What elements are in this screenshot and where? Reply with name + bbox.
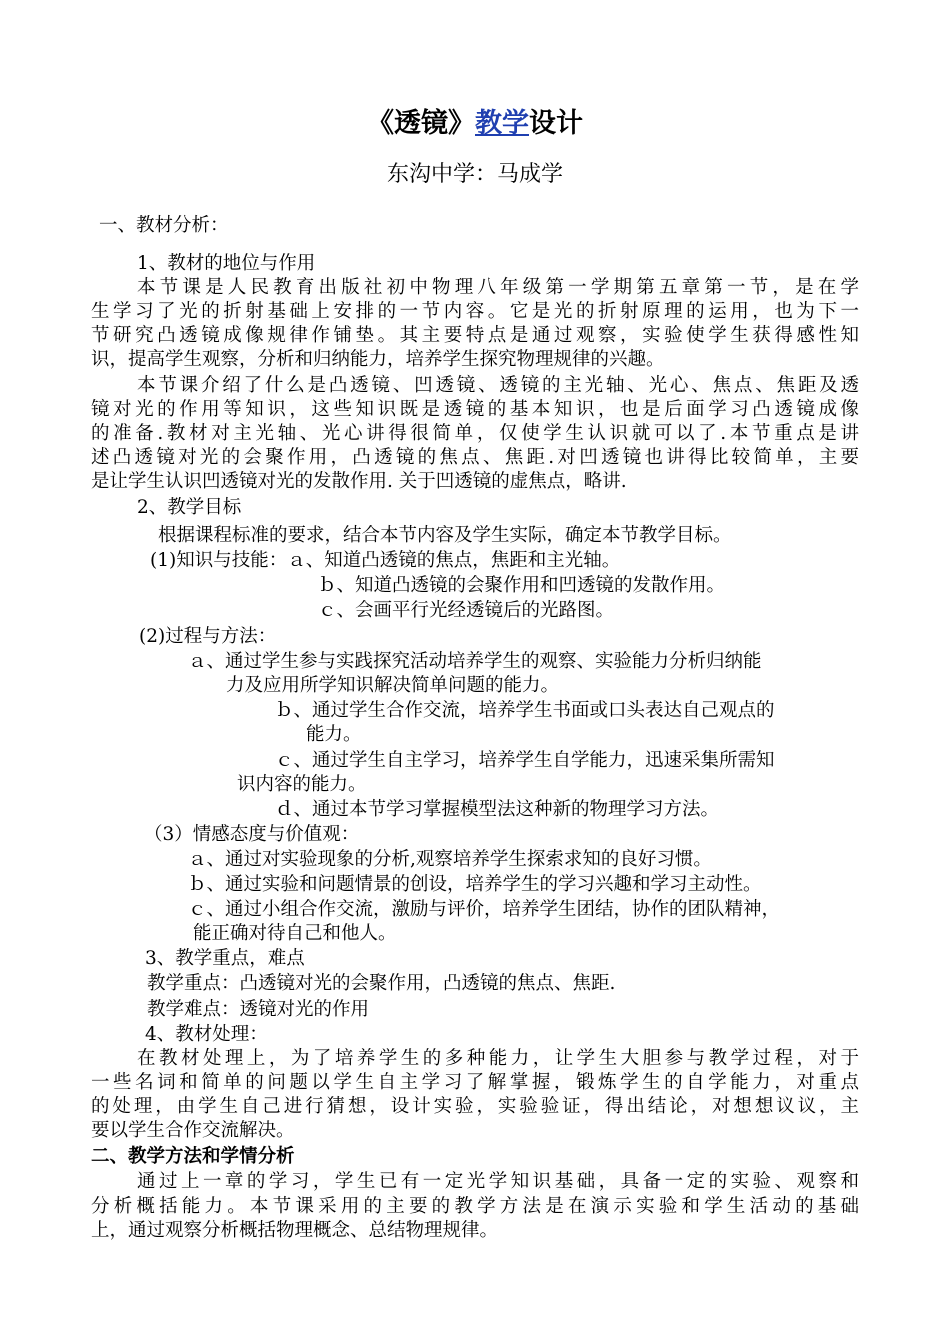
paragraph-line: 识，提高学生观察，分析和归纳能力，培养学生探究物理规律的兴趣。: [91, 349, 665, 370]
paragraph-line: 是让学生认识凹透镜对光的发散作用. 关于凹透镜的虚焦点，略讲.: [91, 471, 627, 492]
title-link[interactable]: 教学: [475, 108, 529, 139]
knowledge-c: ｃ、会画平行光经透镜后的光路图。: [318, 600, 615, 621]
emotion-c-line-1: ｃ、通过小组合作交流，激励与评价，培养学生团结，协作的团队精神，: [188, 899, 781, 920]
paragraph-line: 本节课是人民教育出版社初中物理八年级第一学期第五章第一节，是在学: [137, 277, 859, 298]
paragraph-line: 要以学生合作交流解决。: [91, 1120, 295, 1141]
method-a-line-2: 力及应用所学知识解决简单问题的能力。: [226, 675, 560, 696]
title-suffix: 设计: [529, 108, 583, 139]
paragraph-line: 述凸透镜对光的会聚作用，凸透镜的焦点、焦距.对凹透镜也讲得比较简单，主要: [91, 447, 859, 468]
knowledge-a: (1)知识与技能：ａ、知道凸透镜的焦点，焦距和主光轴。: [150, 550, 621, 571]
subheading-goals: 2、教学目标: [137, 497, 242, 518]
paragraph-line: 的处理，由学生自己进行猜想，设计实验，实验验证，得出结论，对想想议议，主: [91, 1096, 859, 1117]
paragraph-line: 在教材处理上，为了培养学生的多种能力，让学生大胆参与教学过程，对于: [137, 1048, 859, 1069]
method-b-line-1: ｂ、通过学生合作交流，培养学生书面或口头表达自己观点的: [275, 700, 775, 721]
subheading-position: 1、教材的地位与作用: [137, 253, 316, 274]
subheading-handling: 4、教材处理：: [145, 1024, 268, 1045]
method-heading: (2)过程与方法：: [139, 626, 277, 647]
section-heading-1: 一、教材分析：: [99, 215, 229, 236]
method-a-line-1: ａ、通过学生参与实践探究活动培养学生的观察、实验能力分析归纳能: [188, 651, 762, 672]
title-prefix: 《透镜》: [367, 108, 475, 139]
paragraph-line: 分析概括能力。本节课采用的主要的教学方法是在演示实验和学生活动的基础: [91, 1196, 859, 1217]
key-point: 教学重点：凸透镜对光的会聚作用，凸透镜的焦点、焦距.: [147, 973, 616, 994]
emotion-heading: （3）情感态度与价值观：: [144, 824, 360, 845]
author-line: 东沟中学：马成学: [386, 162, 563, 187]
subheading-key-points: 3、教学重点，难点: [145, 948, 305, 969]
paragraph-line: 一些名词和简单的问题以学生自主学习了解掌握，锻炼学生的自学能力，对重点: [91, 1072, 859, 1093]
paragraph-line: 生学习了光的折射基础上安排的一节内容。它是光的折射原理的运用，也为下一: [91, 301, 859, 322]
method-c-line-1: ｃ、通过学生自主学习，培养学生自学能力，迅速采集所需知: [275, 750, 775, 771]
paragraph-line: 的准备.教材对主光轴、光心讲得很简单，仅使学生认识就可以了.本节重点是讲: [91, 423, 859, 444]
knowledge-b: ｂ、知道凸透镜的会聚作用和凹透镜的发散作用。: [318, 575, 726, 596]
document-title: [0, 106, 950, 142]
paragraph-line: 上，通过观察分析概括物理概念、总结物理规律。: [91, 1220, 499, 1241]
method-c-line-2: 识内容的能力。: [237, 774, 367, 795]
paragraph-line: 本节课介绍了什么是凸透镜、凹透镜、透镜的主光轴、光心、焦点、焦距及透: [137, 375, 859, 396]
paragraph-line: 节研究凸透镜成像规律作铺垫。其主要特点是通过观察，实验使学生获得感性知: [91, 325, 859, 346]
emotion-b: ｂ、通过实验和问题情景的创设，培养学生的学习兴趣和学习主动性。: [188, 874, 762, 895]
section-heading-2: 二、教学方法和学情分析: [91, 1146, 295, 1167]
goals-intro: 根据课程标准的要求，结合本节内容及学生实际，确定本节教学目标。: [158, 525, 732, 546]
paragraph-line: 镜对光的作用等知识，这些知识既是透镜的基本知识，也是后面学习凸透镜成像: [91, 399, 859, 420]
difficult-point: 教学难点：透镜对光的作用: [147, 999, 370, 1020]
emotion-a: ａ、通过对实验现象的分析,观察培养学生探索求知的良好习惯。: [188, 849, 712, 870]
paragraph-line: 通过上一章的学习，学生已有一定光学知识基础，具备一定的实验、观察和: [137, 1171, 859, 1192]
method-d: ｄ、通过本节学习掌握模型法这种新的物理学习方法。: [275, 799, 720, 820]
method-b-line-2: 能力。: [306, 724, 362, 745]
emotion-c-line-2: 能正确对待自己和他人。: [193, 923, 397, 944]
